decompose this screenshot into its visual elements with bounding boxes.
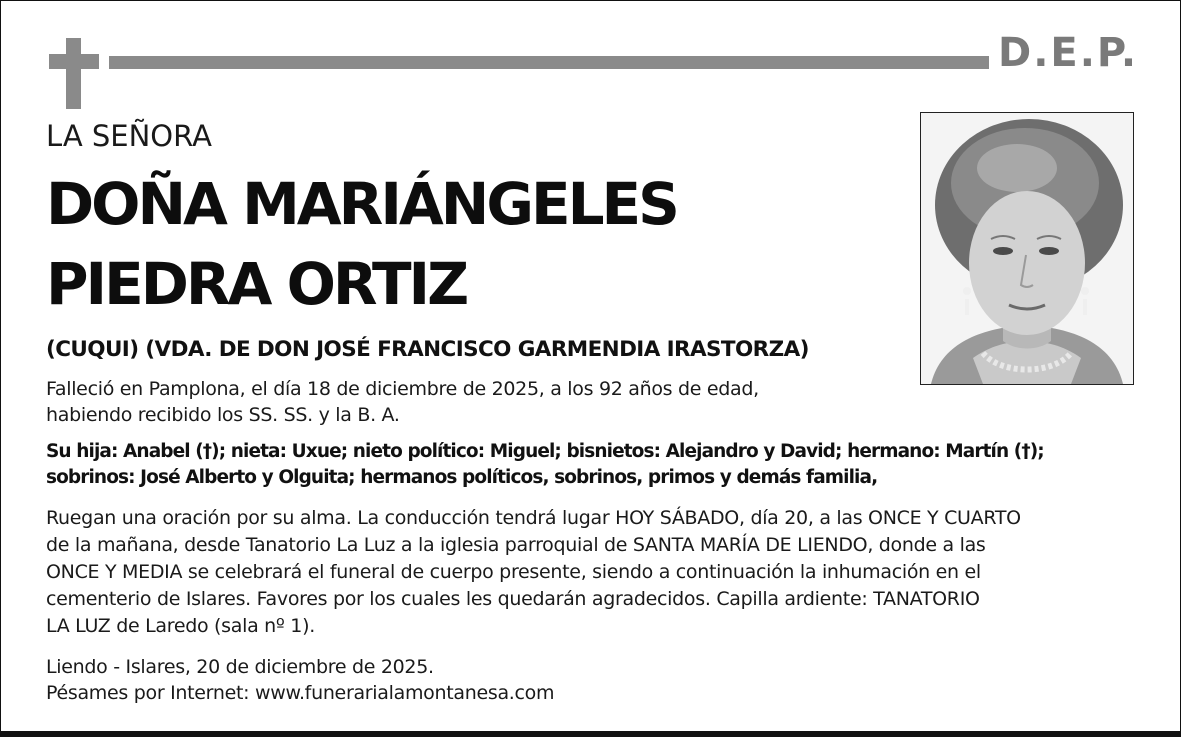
deceased-name-line-1: DOÑA MARIÁNGELES xyxy=(46,170,677,238)
service-info-line: cementerio de Islares. Favores por los cuales les quedarán agradecidos. Capilla ardiente: TANATORIO xyxy=(46,588,980,610)
service-info-line: Ruegan una oración por su alma. La conducción tendrá lugar HOY SÁBADO, día 20, a las ONCE Y CUARTO xyxy=(46,507,1021,529)
family-line: sobrinos: José Alberto y Olguita; hermanos políticos, sobrinos, primos y demás familia, xyxy=(46,467,878,488)
service-info-line: ONCE Y MEDIA se celebrará el funeral de cuerpo presente, siendo a continuación la inhumación en el xyxy=(46,561,981,583)
header-rule xyxy=(109,56,989,69)
condolences-line: Pésames por Internet: www.funerarialamontanesa.com xyxy=(46,682,555,704)
dep-heading: D.E.P. xyxy=(998,30,1139,76)
cross-icon-bar xyxy=(49,54,99,69)
service-info-line: LA LUZ de Laredo (sala nº 1). xyxy=(46,615,315,637)
death-info-line: Falleció en Pamplona, el día 18 de diciembre de 2025, a los 92 años de edad, xyxy=(46,378,759,400)
deceased-name-line-2: PIEDRA ORTIZ xyxy=(46,250,467,318)
portrait-image xyxy=(921,113,1133,384)
honorific-prefix: LA SEÑORA xyxy=(46,119,212,153)
cross-icon xyxy=(66,38,81,109)
place-date-line: Liendo - Islares, 20 de diciembre de 2025. xyxy=(46,656,434,678)
death-info-line: habiendo recibido los SS. SS. y la B. A. xyxy=(46,404,400,426)
family-line: Su hija: Anabel (†); nieta: Uxue; nieto político: Miguel; bisnietos: Alejandro y David; hermano: Martín (†); xyxy=(46,441,1044,462)
portrait-photo xyxy=(920,112,1134,385)
alias-line: (CUQUI) (VDA. DE DON JOSÉ FRANCISCO GARMENDIA IRASTORZA) xyxy=(46,337,809,362)
bottom-rule xyxy=(0,731,1181,737)
service-info-line: de la mañana, desde Tanatorio La Luz a la iglesia parroquial de SANTA MARÍA DE LIENDO, donde a las xyxy=(46,534,986,556)
